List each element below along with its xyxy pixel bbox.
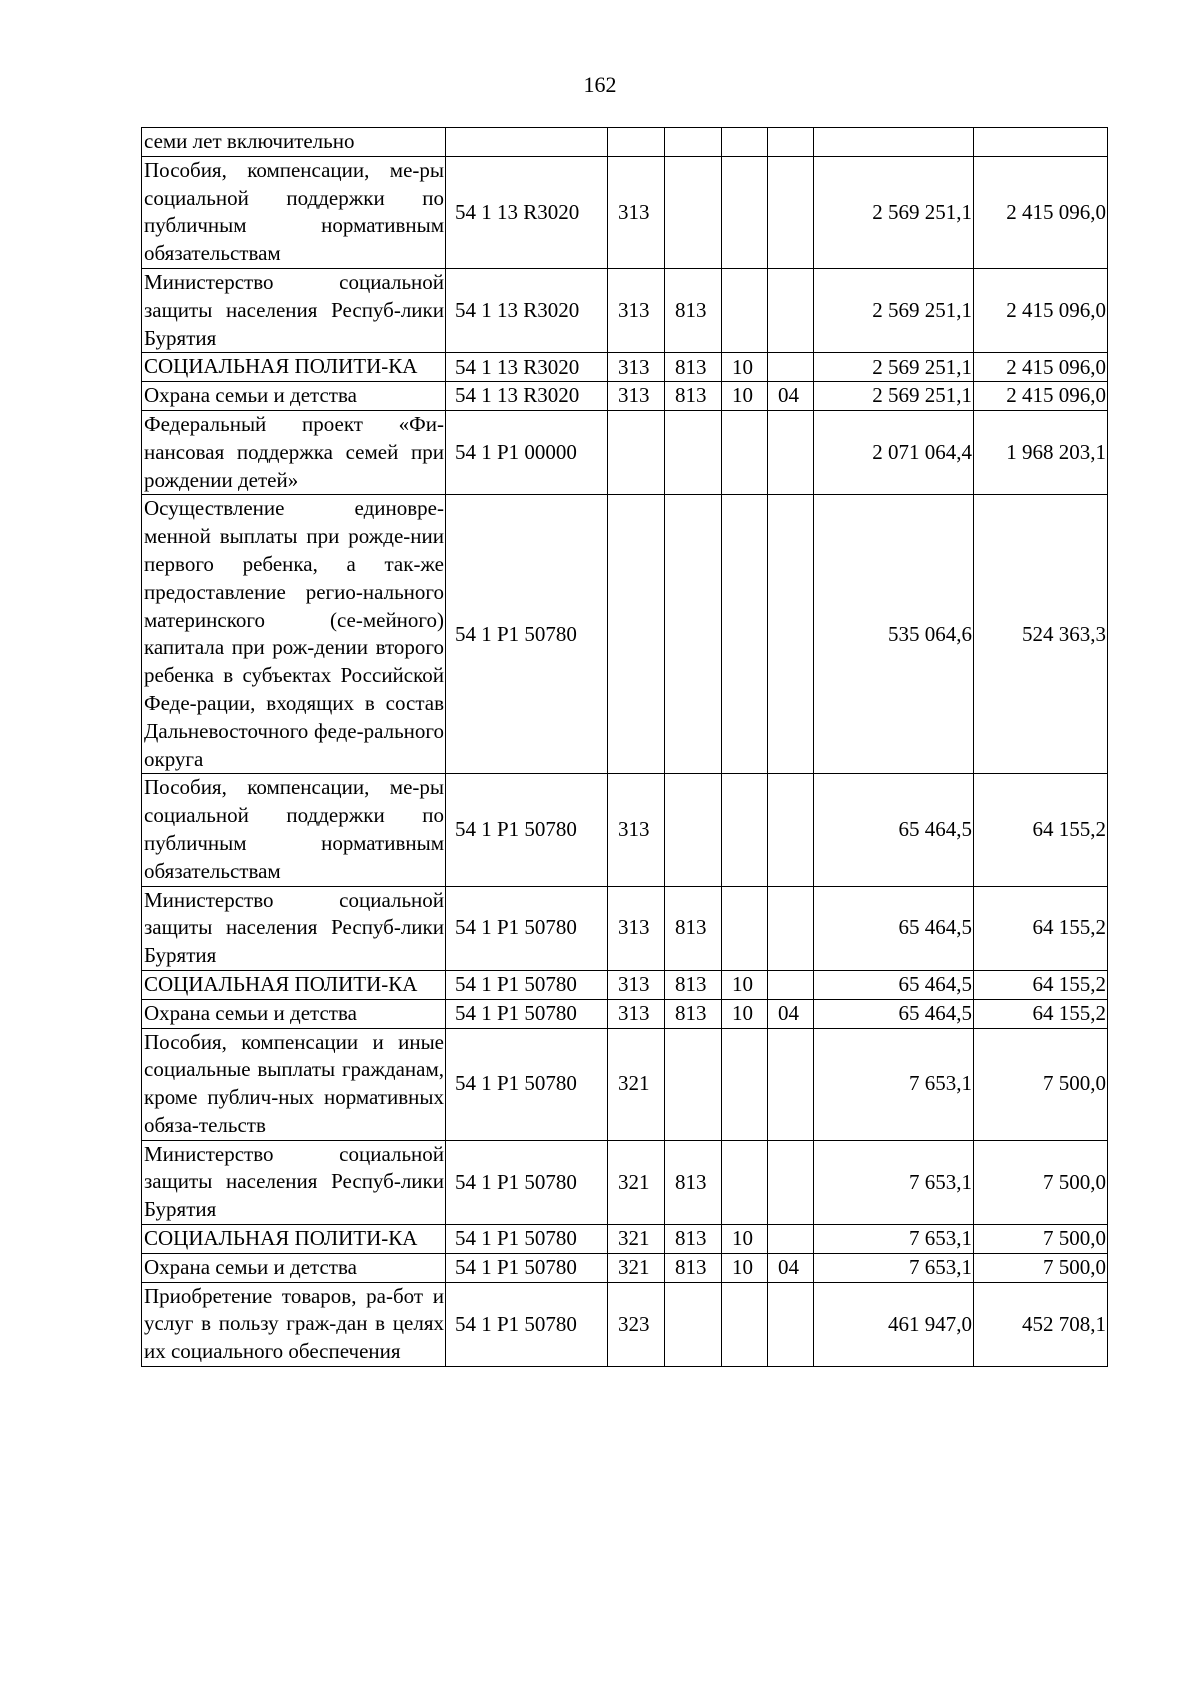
amount-second: 7 500,0 — [974, 1253, 1108, 1282]
row-name: Охрана семьи и детства — [142, 1253, 446, 1282]
table-row — [142, 128, 1108, 157]
row-name: Пособия, компенсации, ме-ры социальной поддержки по публичным нормативным обязательствам — [142, 156, 446, 268]
table-row — [142, 1253, 1108, 1282]
subsection-code — [768, 128, 814, 157]
row-name: Министерство социальной защиты населения Респуб-лики Бурятия — [142, 886, 446, 970]
expense-type-code: 313 — [608, 353, 665, 382]
subsection-code — [768, 886, 814, 970]
subsection-code — [768, 156, 814, 268]
amount-second: 7 500,0 — [974, 1140, 1108, 1224]
amount-first: 7 653,1 — [814, 1253, 974, 1282]
target-article-code — [446, 128, 608, 157]
table-row — [142, 1140, 1108, 1224]
section-code — [722, 495, 768, 774]
section-code: 10 — [722, 1253, 768, 1282]
target-article-code: 54 1 P1 00000 — [446, 410, 608, 494]
budget-table-body — [142, 128, 1108, 1367]
section-code — [722, 156, 768, 268]
administrator-code — [665, 156, 722, 268]
expense-type-code: 313 — [608, 886, 665, 970]
amount-first: 2 569 251,1 — [814, 156, 974, 268]
target-article-code: 54 1 P1 50780 — [446, 970, 608, 999]
amount-first: 65 464,5 — [814, 886, 974, 970]
section-code — [722, 128, 768, 157]
target-article-code: 54 1 P1 50780 — [446, 495, 608, 774]
target-article-code: 54 1 P1 50780 — [446, 1253, 608, 1282]
administrator-code: 813 — [665, 1225, 722, 1254]
table-row — [142, 999, 1108, 1028]
amount-first: 7 653,1 — [814, 1028, 974, 1140]
row-name: Приобретение товаров, ра-бот и услуг в пользу граж-дан в целях их социального обеспечения — [142, 1282, 446, 1366]
table-row — [142, 268, 1108, 352]
subsection-code — [768, 1140, 814, 1224]
expense-type-code: 313 — [608, 970, 665, 999]
row-name: Министерство социальной защиты населения Респуб-лики Бурятия — [142, 268, 446, 352]
subsection-code — [768, 970, 814, 999]
table-row — [142, 156, 1108, 268]
amount-second: 524 363,3 — [974, 495, 1108, 774]
subsection-code: 04 — [768, 999, 814, 1028]
section-code — [722, 268, 768, 352]
amount-first: 461 947,0 — [814, 1282, 974, 1366]
section-code — [722, 410, 768, 494]
amount-second: 64 155,2 — [974, 970, 1108, 999]
row-name: Министерство социальной защиты населения Респуб-лики Бурятия — [142, 1140, 446, 1224]
table-row — [142, 410, 1108, 494]
section-code — [722, 886, 768, 970]
administrator-code — [665, 1282, 722, 1366]
amount-second: 64 155,2 — [974, 774, 1108, 886]
table-row — [142, 774, 1108, 886]
subsection-code — [768, 410, 814, 494]
expense-type-code — [608, 410, 665, 494]
subsection-code — [768, 353, 814, 382]
section-code: 10 — [722, 970, 768, 999]
amount-second: 64 155,2 — [974, 886, 1108, 970]
target-article-code: 54 1 13 R3020 — [446, 382, 608, 411]
subsection-code: 04 — [768, 1253, 814, 1282]
amount-second: 452 708,1 — [974, 1282, 1108, 1366]
amount-second: 2 415 096,0 — [974, 156, 1108, 268]
amount-first: 2 569 251,1 — [814, 353, 974, 382]
amount-second: 2 415 096,0 — [974, 353, 1108, 382]
expense-type-code: 313 — [608, 774, 665, 886]
subsection-code — [768, 1282, 814, 1366]
table-row — [142, 1282, 1108, 1366]
target-article-code: 54 1 13 R3020 — [446, 156, 608, 268]
administrator-code: 813 — [665, 1253, 722, 1282]
amount-first: 7 653,1 — [814, 1225, 974, 1254]
expense-type-code: 321 — [608, 1225, 665, 1254]
row-name: Пособия, компенсации и иные социальные выплаты гражданам, кроме публич-ных нормативных обяза-тельств — [142, 1028, 446, 1140]
table-row — [142, 353, 1108, 382]
row-name: СОЦИАЛЬНАЯ ПОЛИТИ-КА — [142, 970, 446, 999]
subsection-code: 04 — [768, 382, 814, 411]
row-name: Федеральный проект «Фи-нансовая поддержка семей при рождении детей» — [142, 410, 446, 494]
subsection-code — [768, 1225, 814, 1254]
target-article-code: 54 1 P1 50780 — [446, 886, 608, 970]
expense-type-code: 313 — [608, 156, 665, 268]
amount-first: 535 064,6 — [814, 495, 974, 774]
amount-first — [814, 128, 974, 157]
section-code: 10 — [722, 999, 768, 1028]
administrator-code — [665, 1028, 722, 1140]
expense-type-code: 321 — [608, 1028, 665, 1140]
section-code — [722, 1282, 768, 1366]
section-code — [722, 774, 768, 886]
target-article-code: 54 1 13 R3020 — [446, 268, 608, 352]
amount-first: 2 071 064,4 — [814, 410, 974, 494]
row-name: Охрана семьи и детства — [142, 382, 446, 411]
administrator-code — [665, 774, 722, 886]
expense-type-code: 313 — [608, 999, 665, 1028]
amount-first: 65 464,5 — [814, 999, 974, 1028]
budget-table — [141, 127, 1108, 1367]
amount-first: 65 464,5 — [814, 970, 974, 999]
row-name: Охрана семьи и детства — [142, 999, 446, 1028]
row-name: Пособия, компенсации, ме-ры социальной поддержки по публичным нормативным обязательствам — [142, 774, 446, 886]
row-name: СОЦИАЛЬНАЯ ПОЛИТИ-КА — [142, 353, 446, 382]
section-code — [722, 1140, 768, 1224]
amount-second: 7 500,0 — [974, 1225, 1108, 1254]
expense-type-code — [608, 128, 665, 157]
administrator-code: 813 — [665, 353, 722, 382]
administrator-code — [665, 495, 722, 774]
section-code: 10 — [722, 1225, 768, 1254]
subsection-code — [768, 1028, 814, 1140]
target-article-code: 54 1 P1 50780 — [446, 999, 608, 1028]
target-article-code: 54 1 P1 50780 — [446, 1028, 608, 1140]
expense-type-code: 323 — [608, 1282, 665, 1366]
administrator-code: 813 — [665, 382, 722, 411]
amount-second: 64 155,2 — [974, 999, 1108, 1028]
amount-second: 7 500,0 — [974, 1028, 1108, 1140]
expense-type-code: 321 — [608, 1253, 665, 1282]
administrator-code: 813 — [665, 886, 722, 970]
expense-type-code: 313 — [608, 382, 665, 411]
section-code: 10 — [722, 382, 768, 411]
target-article-code: 54 1 P1 50780 — [446, 1225, 608, 1254]
amount-second: 2 415 096,0 — [974, 268, 1108, 352]
amount-second: 2 415 096,0 — [974, 382, 1108, 411]
target-article-code: 54 1 P1 50780 — [446, 774, 608, 886]
row-name: семи лет включительно — [142, 128, 446, 157]
row-name: СОЦИАЛЬНАЯ ПОЛИТИ-КА — [142, 1225, 446, 1254]
expense-type-code: 321 — [608, 1140, 665, 1224]
table-row — [142, 1225, 1108, 1254]
table-row — [142, 495, 1108, 774]
administrator-code: 813 — [665, 970, 722, 999]
row-name: Осуществление единовре-менной выплаты при рожде-нии первого ребенка, а так-же предоставление регио-нального материнского (се-мейного) капитала при рож-дении второго ребенка в субъектах Российской Феде-рации, входящих в состав Дальневосточного феде-рального округа — [142, 495, 446, 774]
table-row — [142, 1028, 1108, 1140]
table-row — [142, 382, 1108, 411]
administrator-code: 813 — [665, 999, 722, 1028]
subsection-code — [768, 268, 814, 352]
amount-first: 65 464,5 — [814, 774, 974, 886]
amount-second: 1 968 203,1 — [974, 410, 1108, 494]
target-article-code: 54 1 P1 50780 — [446, 1140, 608, 1224]
subsection-code — [768, 774, 814, 886]
amount-first: 7 653,1 — [814, 1140, 974, 1224]
section-code: 10 — [722, 353, 768, 382]
amount-first: 2 569 251,1 — [814, 268, 974, 352]
administrator-code — [665, 410, 722, 494]
administrator-code: 813 — [665, 268, 722, 352]
expense-type-code — [608, 495, 665, 774]
page-number: 162 — [583, 72, 617, 97]
section-code — [722, 1028, 768, 1140]
expense-type-code: 313 — [608, 268, 665, 352]
table-row — [142, 886, 1108, 970]
target-article-code: 54 1 P1 50780 — [446, 1282, 608, 1366]
administrator-code: 813 — [665, 1140, 722, 1224]
amount-first: 2 569 251,1 — [814, 382, 974, 411]
administrator-code — [665, 128, 722, 157]
target-article-code: 54 1 13 R3020 — [446, 353, 608, 382]
subsection-code — [768, 495, 814, 774]
table-row — [142, 970, 1108, 999]
amount-second — [974, 128, 1108, 157]
